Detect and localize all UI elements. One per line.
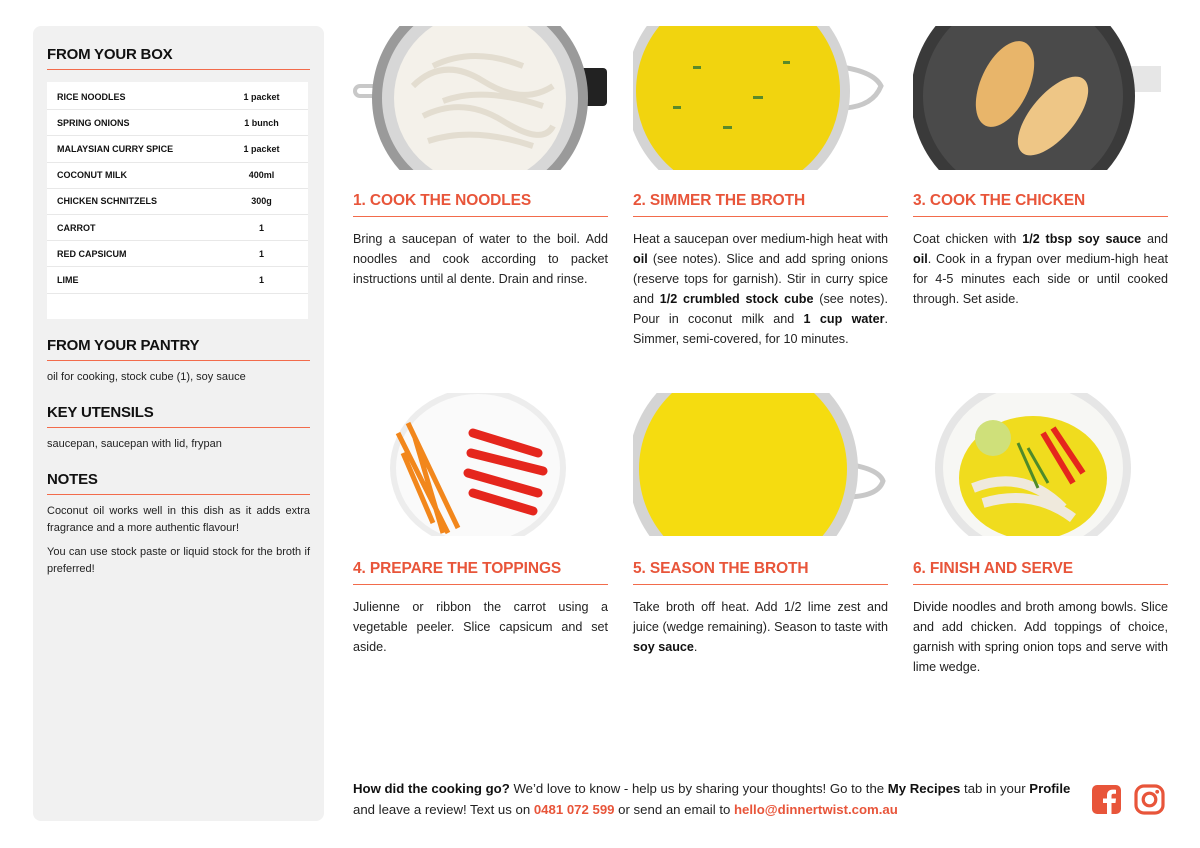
ingredient-name: RICE NOODLES — [57, 91, 126, 102]
instruction-text: Take broth off heat. Add 1/2 lime zest and juice (wedge remaining). Season to taste with — [633, 600, 888, 634]
footer-text: or send an email to — [614, 802, 734, 817]
ingredient-qty: 1 packet — [243, 91, 280, 102]
review-footer — [353, 778, 1073, 820]
ingredient-qty: 300g — [251, 196, 272, 207]
ingredient-name: COCONUT MILK — [57, 170, 127, 181]
bold-ingredient: 1 cup water — [803, 312, 885, 326]
ingredient-qty: 1 — [258, 248, 264, 259]
utensils-heading: KEY UTENSILS — [47, 404, 310, 428]
step-title: 6. FINISH AND SERVE — [913, 560, 1168, 585]
instagram-icon[interactable] — [1134, 784, 1165, 815]
table-row — [47, 189, 308, 215]
profile-link[interactable]: Profile — [1029, 781, 1071, 796]
instruction-text: Divide noodles and broth among bowls. Slice and add chicken. Add toppings of choice, garnish with spring onion tops and serve with lime wedge. — [913, 600, 1168, 674]
step-body — [633, 597, 888, 657]
step-title: 4. PREPARE THE TOPPINGS — [353, 560, 608, 585]
bold-ingredient: 1/2 crumbled stock cube — [659, 292, 814, 306]
footer-question: How did the cooking go? — [353, 781, 510, 796]
step-1 — [353, 192, 608, 289]
table-row — [47, 136, 308, 162]
step-title: 5. SEASON THE BROTH — [633, 560, 888, 585]
step-body — [913, 597, 1168, 677]
bold-ingredient: 1/2 tbsp soy sauce — [1022, 232, 1142, 246]
step-body — [353, 229, 608, 289]
step-3 — [913, 192, 1168, 309]
step-6 — [913, 560, 1168, 677]
bold-ingredient: oil — [633, 252, 648, 266]
facebook-icon[interactable] — [1091, 784, 1122, 815]
step-5 — [633, 560, 888, 657]
instruction-text: (see notes). Pour in coconut milk and — [633, 292, 888, 326]
ingredient-name: CHICKEN SCHNITZELS — [57, 196, 158, 207]
ingredient-name: CARROT — [57, 222, 96, 233]
step-body — [913, 229, 1168, 309]
step-body — [353, 597, 608, 657]
footer-text: and leave a review! Text us on — [353, 802, 534, 817]
step-title: 2. SIMMER THE BROTH — [633, 192, 888, 217]
step-title: 1. COOK THE NOODLES — [353, 192, 608, 217]
instruction-text: . Simmer, semi-covered, for 10 minutes. — [633, 312, 888, 346]
footer-text: We’d love to know - help us by sharing your thoughts! Go to the — [509, 781, 888, 796]
toppings-plate-image — [353, 393, 608, 536]
finished-dish-image — [913, 393, 1168, 536]
pantry-text: oil for cooking, stock cube (1), soy sauce — [47, 371, 246, 383]
instruction-text: and — [1141, 232, 1169, 246]
instruction-text: . Cook in a frypan over medium-high heat for 4-5 minutes each side or until cooked through. Set aside. — [913, 252, 1168, 306]
instruction-text: Julienne or ribbon the carrot using a vegetable peeler. Slice capsicum and set aside. — [353, 600, 608, 654]
note-item: You can use stock paste or liquid stock for the broth if preferred! — [47, 546, 310, 575]
ingredient-qty: 1 — [258, 274, 264, 285]
ingredient-qty: 1 bunch — [244, 117, 279, 128]
table-row — [47, 241, 308, 267]
notes-heading: NOTES — [47, 471, 310, 495]
step-title: 3. COOK THE CHICKEN — [913, 192, 1168, 217]
table-row — [47, 215, 308, 241]
utensils-text: saucepan, saucepan with lid, frypan — [47, 438, 222, 450]
my-recipes-link[interactable]: My Recipes — [887, 781, 961, 796]
instruction-text: Bring a saucepan of water to the boil. Add noodles and cook according to packet instructions until al dente. Drain and rinse. — [353, 232, 608, 286]
step-4 — [353, 560, 608, 657]
step-body — [633, 229, 888, 349]
bold-ingredient: soy sauce — [633, 640, 694, 654]
footer-text: tab in your — [960, 781, 1030, 796]
table-row — [47, 84, 308, 110]
ingredient-qty: 1 packet — [243, 143, 280, 154]
table-row — [47, 267, 308, 293]
ingredient-qty: 1 — [258, 222, 264, 233]
email-link[interactable]: hello@dinnertwist.com.au — [734, 802, 898, 817]
ingredient-qty: 400ml — [248, 170, 275, 181]
seasoned-broth-image — [633, 393, 888, 536]
step-2 — [633, 192, 888, 349]
ingredient-name: LIME — [57, 274, 79, 285]
table-row — [47, 163, 308, 189]
instruction-text: Coat chicken with — [913, 232, 1023, 246]
broth-saucepan-image — [633, 26, 888, 170]
ingredient-name: RED CAPSICUM — [57, 248, 127, 259]
bold-ingredient: oil — [913, 252, 928, 266]
instruction-text: . — [693, 640, 698, 654]
ingredient-name: SPRING ONIONS — [57, 117, 130, 128]
pantry-heading: FROM YOUR PANTRY — [47, 337, 310, 361]
instruction-text: Heat a saucepan over medium-high heat with — [633, 232, 888, 246]
instruction-text: (see notes). Slice and add spring onions (reserve tops for garnish). Stir in curry spice and — [633, 252, 888, 306]
box-ingredients-table — [47, 82, 308, 319]
note-item: Coconut oil works well in this dish as it adds extra fragrance and a more authentic flavour! — [47, 505, 310, 534]
table-row — [47, 110, 308, 136]
chicken-frypan-image — [913, 26, 1168, 170]
ingredients-sidebar — [33, 26, 324, 821]
noodles-colander-image — [353, 26, 608, 170]
phone-link[interactable]: 0481 072 599 — [533, 802, 615, 817]
ingredient-name: MALAYSIAN CURRY SPICE — [57, 143, 174, 154]
box-heading: FROM YOUR BOX — [47, 46, 310, 70]
